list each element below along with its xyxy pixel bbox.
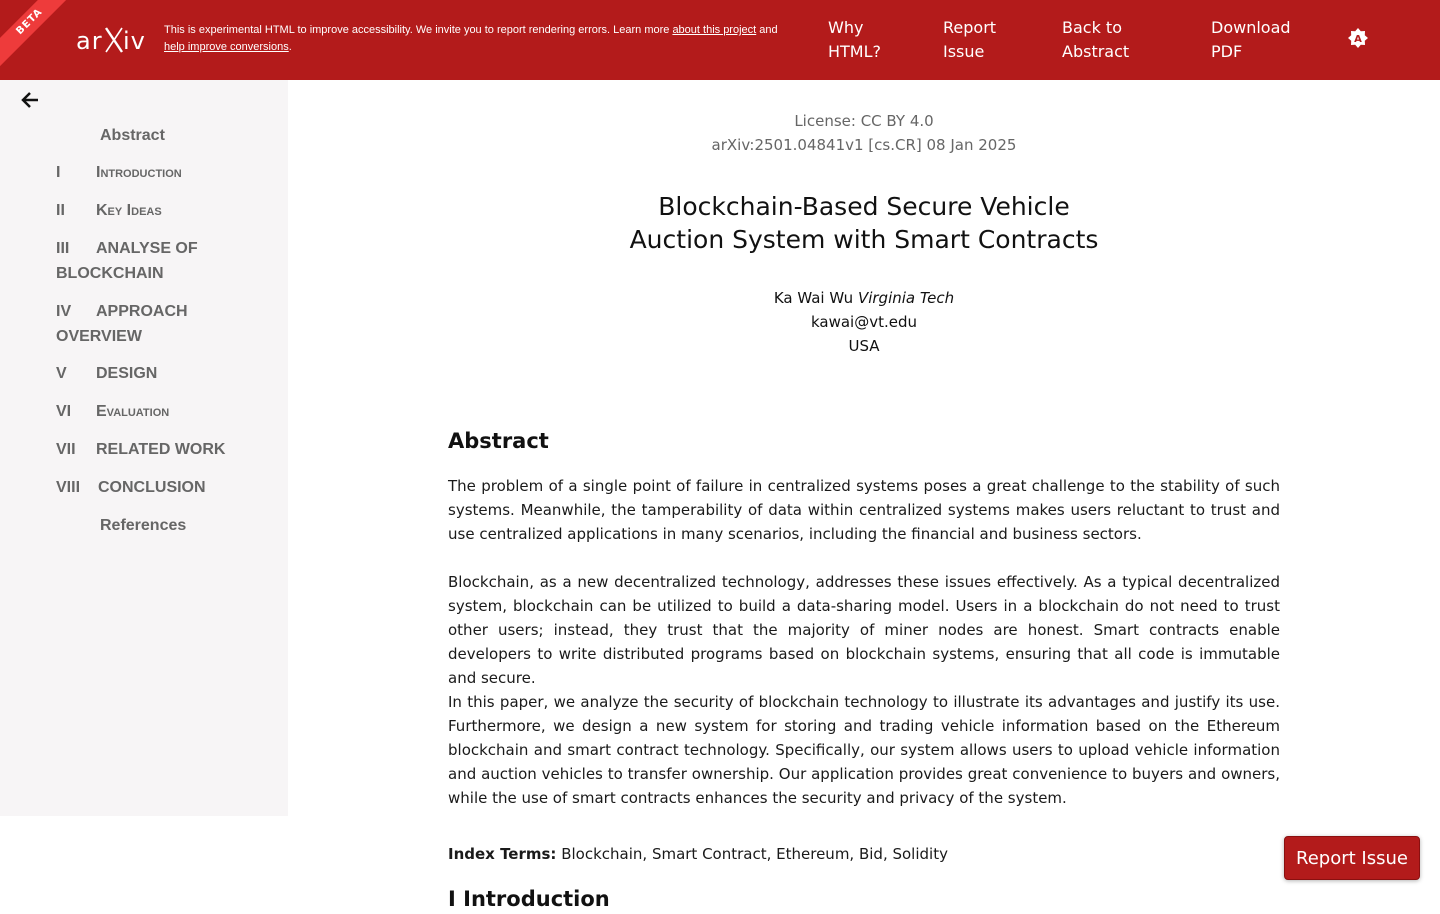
- toc-item-key-ideas[interactable]: [56, 198, 266, 223]
- svg-text:ar: ar: [76, 27, 103, 55]
- toc-number: IV: [56, 303, 72, 320]
- beta-label: BETA: [0, 0, 79, 71]
- abstract-paragraph-3: In this paper, we analyze the security of blockchain technology to illustrate its advantages and justify its use. Furthermore, we design a new system for storing and trading vehicle information based on the Ethereum blockchain and smart contract technology. Specifically, our system allows users to upload vehicle information and auction vehicles to transfer ownership. Our application provides great convenience to buyers and owners, while the use of smart contracts enhances the security and privacy of the system.: [448, 693, 1280, 807]
- license-text: License: CC BY 4.0: [794, 112, 934, 130]
- notice-end: .: [288, 41, 292, 53]
- toc-number: V: [56, 365, 67, 382]
- author-country: USA: [848, 337, 880, 355]
- author-affiliation: Virginia Tech: [857, 289, 955, 307]
- index-terms-list: Blockchain, Smart Contract, Ethereum, Bid, Solidity: [561, 845, 948, 863]
- top-banner: [0, 0, 1440, 80]
- experimental-notice: [164, 22, 814, 56]
- index-terms: [448, 842, 1280, 866]
- toc-label: ANALYSE OF BLOCKCHAIN: [56, 240, 198, 282]
- beta-ribbon: [0, 0, 80, 80]
- toc-number: VIII: [56, 479, 81, 496]
- toc-item-related-work[interactable]: [56, 437, 266, 462]
- toc-number: I: [56, 164, 61, 181]
- back-to-abstract-link[interactable]: Back to Abstract: [1062, 18, 1130, 61]
- toc-label: Introduction: [96, 164, 182, 181]
- toc-item-evaluation[interactable]: [56, 399, 266, 424]
- collapse-toc-button[interactable]: [20, 90, 42, 110]
- why-html-link[interactable]: Why HTML?: [828, 18, 882, 61]
- toc-label: RELATED WORK: [96, 441, 226, 458]
- author-email: kawai@vt.edu: [810, 313, 918, 331]
- toc-label: Key Ideas: [96, 202, 162, 219]
- theme-toggle-button[interactable]: [1348, 28, 1368, 48]
- toc-label: CONCLUSION: [98, 479, 206, 496]
- toc-label: References: [100, 517, 187, 534]
- toc-label: APPROACH OVERVIEW: [56, 303, 188, 345]
- toc-label: DESIGN: [96, 365, 158, 382]
- notice-and: and: [756, 24, 778, 36]
- arxiv-logo-icon: [76, 22, 152, 58]
- author-block: [448, 286, 1280, 358]
- author-name: Ka Wai Wu: [773, 289, 854, 307]
- toc-item-conclusion[interactable]: [56, 475, 266, 500]
- theme-toggle-icon: [1348, 28, 1368, 48]
- toc-item-approach-overview[interactable]: [56, 299, 196, 349]
- toc-item-design[interactable]: [56, 361, 266, 386]
- toc-item-abstract[interactable]: [100, 123, 310, 148]
- notice-text: This is experimental HTML to improve accessibility. We invite you to report rendering errors. Learn more: [164, 24, 673, 36]
- download-pdf-link[interactable]: Download PDF: [1211, 18, 1291, 61]
- toc-item-analyse-blockchain[interactable]: [56, 236, 206, 286]
- toc-item-references[interactable]: [100, 513, 310, 538]
- section-heading-introduction: I Introduction: [448, 887, 610, 911]
- paper-title: [448, 190, 1280, 256]
- help-improve-link[interactable]: help improve conversions: [164, 41, 289, 53]
- toc-number: III: [56, 240, 70, 257]
- paper-title-text: Blockchain-Based Secure Vehicle Auction System with Smart Contracts: [629, 192, 1099, 254]
- abstract-paragraph-2: Blockchain, as a new decentralized technology, addresses these issues effectively. As a typical decentralized system, blockchain can be utilized to build a data-sharing model. Users in a blockchain do not need to trust other users; instead, they trust that the majority of miner nodes are honest. Smart contracts enable developers to write distributed programs based on blockchain systems, ensuring that all code is immutable and secure.: [448, 573, 1280, 687]
- toc-item-introduction[interactable]: [56, 160, 266, 185]
- report-issue-link[interactable]: Report Issue: [943, 18, 997, 61]
- toc-label: Abstract: [100, 127, 165, 144]
- svg-text:A: A: [1354, 34, 1362, 45]
- abstract-heading: Abstract: [448, 429, 549, 453]
- about-project-link[interactable]: about this project: [672, 24, 757, 36]
- abstract-paragraph-1: The problem of a single point of failure in centralized systems poses a great challenge to the stability of such systems. Meanwhile, the tamperability of data within centralized systems makes users reluctant to trust and use centralized applications in many scenarios, including the financial and business sectors.: [448, 477, 1280, 543]
- arrow-left-icon: [20, 90, 42, 110]
- arxiv-logo[interactable]: [76, 20, 152, 60]
- svg-text:iv: iv: [123, 27, 146, 55]
- table-of-contents: [0, 80, 288, 816]
- index-terms-label: Index Terms:: [448, 845, 557, 863]
- report-issue-button[interactable]: Report Issue: [1284, 836, 1420, 880]
- toc-number: II: [56, 202, 65, 219]
- toc-number: VI: [56, 403, 72, 420]
- toc-label: Evaluation: [96, 403, 170, 420]
- arxiv-identifier: arXiv:2501.04841v1 [cs.CR] 08 Jan 2025: [711, 136, 1017, 154]
- toc-number: VII: [56, 441, 76, 458]
